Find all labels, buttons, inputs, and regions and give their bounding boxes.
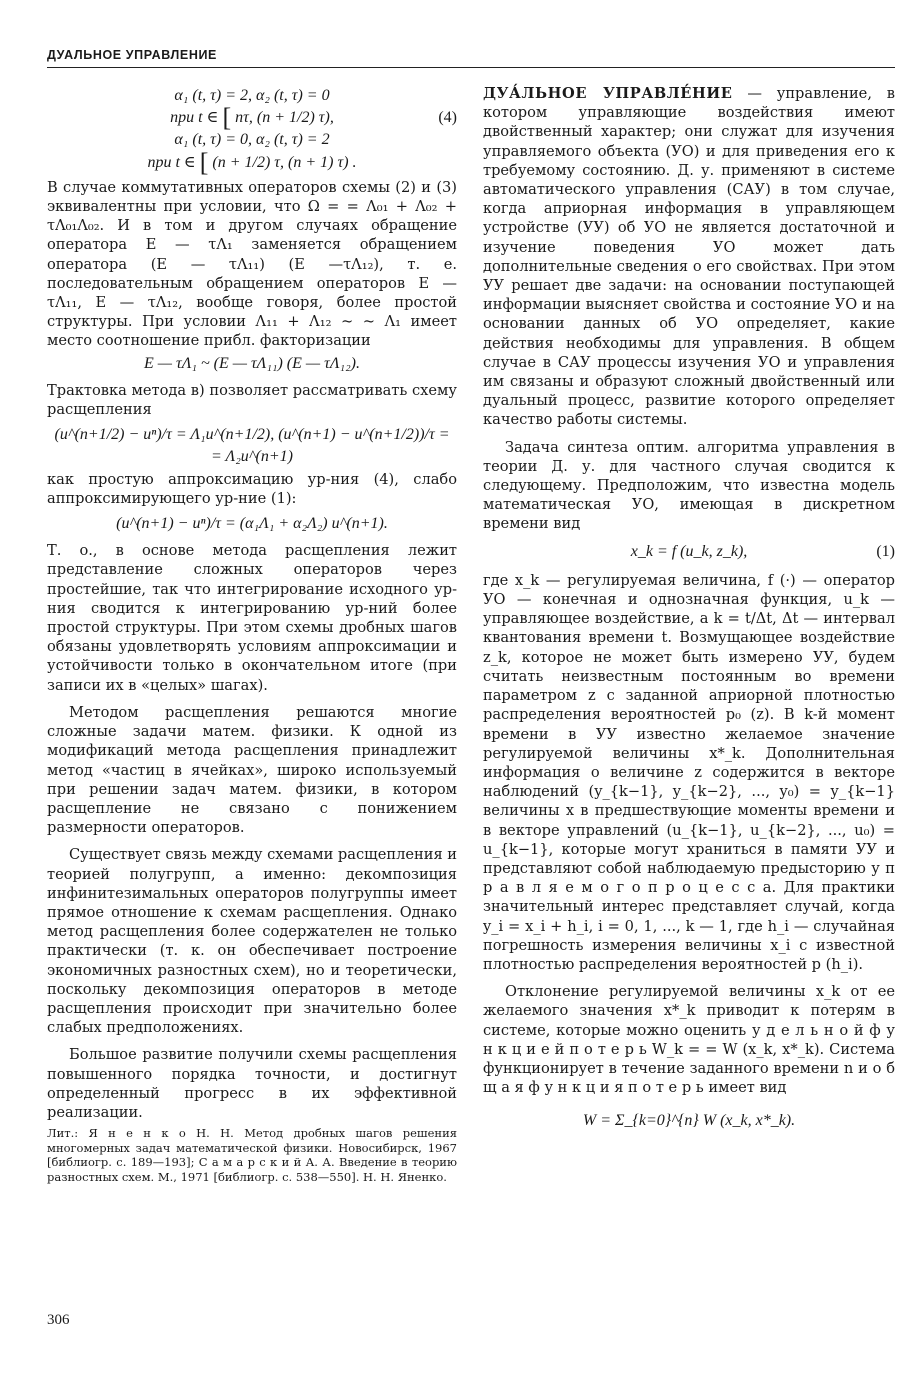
paragraph: Отклонение регулируемой величины x_k от ее желаемого значения x*_k приводит к потерям в системе, которые можно оценить у д е л ь н о й ф у н к ц и е й п о т е р ь W_k = = W (x_k, x*_k). Система функционирует в течение заданного времени n и о б щ а я ф у н к ц и я п о т е р ь имеет вид: [483, 983, 895, 1097]
formula-prefix: при t ∈: [170, 109, 219, 127]
formula-interval-1: при t ∈ [ nτ, (n + 1/2) τ), (4): [170, 103, 457, 133]
paragraph: где x_k — регулируемая величина, f (·) — оператор УО — конечная и однозначная функция, u_k — управляющее воздействие, а k = t/Δt, Δt — интервал квантования времени t. Возмущающее воздействие z_k, которое не может быть измерено УУ, будем считать неизвестным постоянным во времени параметром z с заданной априорной плотностью распределения вероятностей p₀ (z). В k-й момент времени в УУ известно желаемое значение регулируемой величины x*_k. Дополнительная информация о величине z содержится в векторе наблюдений (y_{k−1}, y_{k−2}, ..., y₀) = y_{k−1} величины x в предшествующие моменты времени и в векторе управлений (u_{k−1}, u_{k−2}, ..., u₀) = u_{k−1}, которые могут храниться в памяти УУ и представляют собой наблюдаемую предысторию у п р а в л я е м о г о п р о ц е с с а. Для практики значительный интерес представляет случай, когда y_i = x_i + h_i, i = 0, 1, ..., k — 1, где h_i — случайная погрешность измерения величины x_i с известной плотностью распределения вероятностей p (h_i).: [483, 571, 895, 973]
article-title: ДУА́ЛЬНОЕ УПРАВЛЕ́НИЕ: [483, 85, 733, 102]
header-rule: [47, 67, 895, 68]
literature-reference: Лит.: Я н е н к о Н. Н. Метод дробных шагов решения многомерных задач математической физики. Новосибирск, 1967 [библиогр. с. 189—193]; С а м а р с к и й А. А. Введение в теорию разностных схем. М., 1971 [библиогр. с. 538—550]. Н. Н. Яненко.: [47, 1126, 457, 1184]
paragraph: Задача синтеза оптим. алгоритма управления в теории Д. у. для частного случая сводится к следующему. Предположим, что известна модель математическая УО, имеющая в дискретном времени вид: [483, 438, 895, 533]
paragraph: — управление, в котором управляющие воздействия имеют двойственный характер; они служат для изучения управляемого объекта (УО) и для приведения его к требуемому состоянию. Д. у. применяют в системе автоматического управления (САУ) в том случае, когда априорная информация в управляющем устройстве (УУ) об УО не является достаточной и изучение поведения УО может дать дополнительные сведения о его свойствах. При этом УУ решает две задачи: на основании поступающей информации выясняет свойства и состояние УО и на основании данных об УО определяет, какие действия необходимы для управления. В общем случае в САУ процессы изучения УО и управления им связаны и образуют сложный двойственный или дуальный процесс, развитие которого определяет качество работы системы.: [483, 85, 895, 429]
paragraph: Методом расщепления решаются многие сложные задачи матем. физики. К одной из модификаций метода расщепления принадлежит метод «частиц в ячейках», широко используемый при решении задач матем. физики, в котором расщепление не связано с понижением размерности операторов.: [47, 703, 457, 837]
formula-factorization: E — τΛ₁ ~ (E — τΛ₁₁) (E — τΛ₁₂).: [144, 354, 360, 372]
formula-alpha-2: α₁ (t, τ) = 0, α₂ (t, τ) = 2: [174, 131, 330, 149]
article-intro: [483, 84, 895, 430]
formula-body: x_k = f (u_k, z_k),: [630, 542, 748, 560]
paragraph: как простую аппроксимацию ур-ния (4), слабо аппроксимирующего ур-ние (1):: [47, 470, 457, 507]
running-header: ДУАЛЬНОЕ УПРАВЛЕНИЕ: [47, 48, 217, 62]
formula-split-scheme-b: = Λ₂u^(n+1): [211, 448, 293, 466]
paragraph: Большое развитие получили схемы расщепления повышенного порядка точности, и достигнут определенный прогресс в их эффективной реализации.: [47, 1046, 457, 1121]
formula-interval-body: nτ, (n + 1/2) τ),: [235, 109, 334, 127]
formula-approx: (u^(n+1) − uⁿ)/τ = (α₁Λ₁ + α₂Λ₂) u^(n+1).: [116, 515, 388, 533]
paragraph: В случае коммутативных операторов схемы (2) и (3) эквивалентны при условии, что Ω = = Λ₀₁ + Λ₀₂ + τΛ₀₁Λ₀₂. И в том и другом случаях обращение оператора E — τΛ₁ заменяется обращением оператора (E — τΛ₁₁) (E —τΛ₁₂), т. е. последовательным обращением операторов E — τΛ₁₁, E — τΛ₁₂, вообще говоря, более простой структуры. При условии Λ₁₁ + Λ₁₂ ~ ~ Λ₁ имеет место соотношение прибл. факторизации: [47, 178, 457, 350]
formula-alpha-1: α₁ (t, τ) = 2, α₂ (t, τ) = 0: [174, 87, 330, 104]
equation-number: (4): [438, 109, 457, 127]
paragraph: Существует связь между схемами расщепления и теорией полугрупп, а именно: декомпозиция инфинитезимальных операторов полугруппы имеет прямое отношение к схемам расщепления. Однако метод расщепления более содержателен не только практически (т. к. он обеспечивает построение экономичных разностных схем), но и теоретически, поскольку декомпозиция операторов в методе расщепления происходит при значительно более слабых предположениях.: [47, 846, 458, 1037]
paragraph: Трактовка метода в) позволяет рассматривать схему расщепления: [47, 381, 457, 419]
equation-number: (1): [876, 542, 895, 560]
formula-prefix: при t ∈: [147, 153, 196, 171]
formula-interval-body: (n + 1/2) τ, (n + 1) τ) .: [212, 153, 357, 171]
formula-total-loss: W = Σ_{k=0}^{n} W (x_k, x*_k).: [582, 1112, 796, 1130]
formula-model: [483, 542, 895, 561]
formula-interval-2: при t ∈ [ (n + 1/2) τ, (n + 1) τ) .: [147, 147, 357, 177]
formula-split-scheme: (u^(n+1/2) − uⁿ)/τ = Λ₁u^(n+1/2), (u^(n+1) − u^(n+1/2))/τ =: [54, 426, 450, 444]
right-column: [483, 84, 895, 1134]
left-column: [47, 84, 457, 1184]
paragraph: Т. о., в основе метода расщепления лежит представление сложных операторов через простейшие, так что интегрирование исходного ур-ния сводится к интегрированию ур-ний более простой структуры. При этом схемы дробных шагов обязаны удовлетворять условиям аппроксимации и устойчивости только в окончательном итоге (при записи их в «целых» шагах).: [47, 542, 457, 694]
page-number: 306: [47, 1312, 70, 1328]
